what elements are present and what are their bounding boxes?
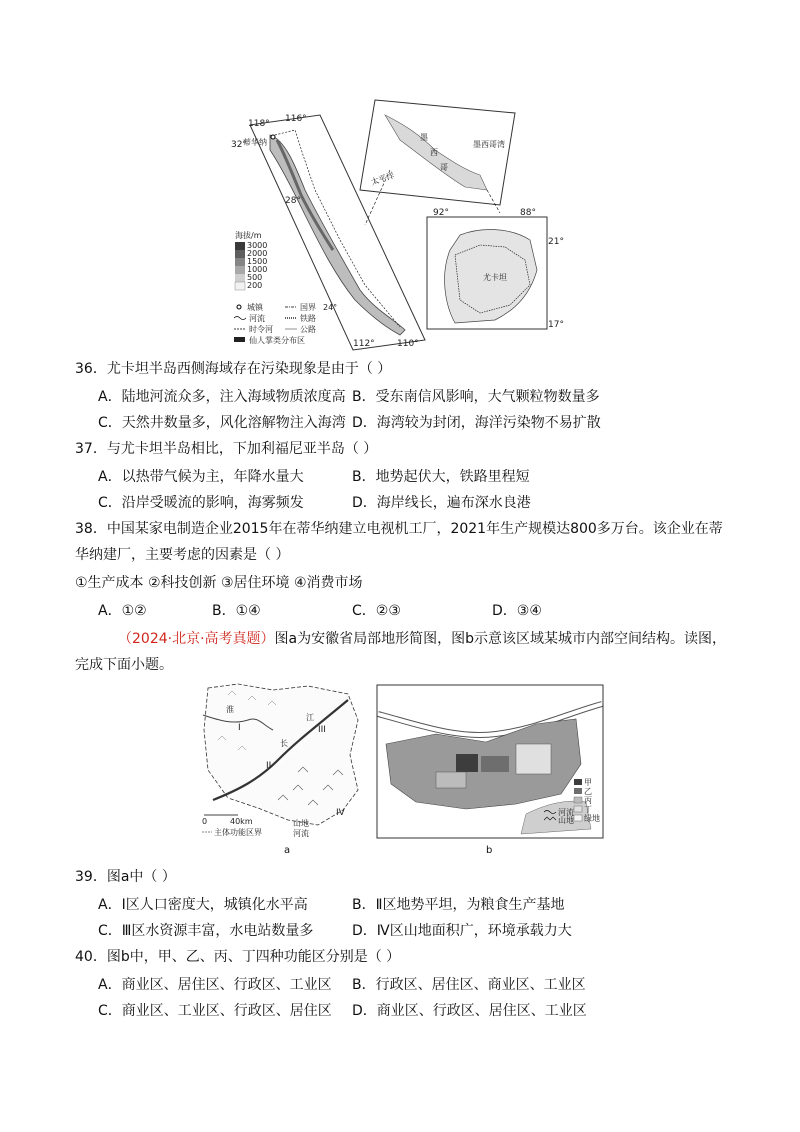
caption-a: a [284,845,291,856]
intro-text-line1: 图a为安徽省局部地形简图，图b示意该区域某城市内部空间结构。读图， [274,631,726,647]
legend-jia: 甲 [584,778,592,787]
lon-88-label: 88° [520,208,536,218]
legend-river: 河流 [249,314,265,323]
lat-21-label: 21° [548,237,564,247]
legend-yi: 乙 [584,787,592,796]
river-char-jiang: 江 [306,713,314,722]
elev-200: 200 [247,281,263,290]
lon-110-label: 110° [397,339,419,349]
legend-highway: 公路 [300,325,316,334]
legend-mountain: 山地 [293,819,309,828]
option-39-b[interactable]: B．Ⅱ区地势平坦，为粮食生产基地 [352,897,565,913]
legend-cactus: 仙人掌类分布区 [249,336,305,345]
elev-2000: 2000 [247,249,268,258]
option-38-a[interactable]: A．①② [98,603,147,619]
question-39 [75,868,176,886]
legend-border: 国界 [300,303,316,312]
question-number: 39． [75,869,107,885]
option-37-c[interactable]: C．沿岸受暖流的影响，海雾频发 [98,495,304,511]
question-stem: 图b中，甲、乙、丙、丁四种功能区分别是（ ） [106,949,401,965]
option-39-d[interactable]: D．Ⅳ区山地面积广，环境承载力大 [352,923,572,939]
tijuana-city-marker [271,135,275,139]
question-38-line2: 华纳建厂，主要考虑的因素是（ ） [75,547,290,563]
region-2-label: II [266,761,272,771]
zone-bing [436,772,466,788]
lat-28-label: 28° [285,196,301,206]
gulf-label: 墨西哥湾 [473,140,505,149]
option-36-a[interactable]: A．陆地河流众多，注入海域物质浓度高 [98,389,346,405]
elev-1000: 1000 [247,265,268,274]
zone-yi [481,756,509,772]
question-stem-line1: 中国某家电制造企业2015年在蒂华纳建立电视机工厂，2021年生产规模达800多万台。该企业在蒂 [106,521,723,537]
zone-ding [516,744,551,774]
question-stem: 与尤卡坦半岛相比，下加利福尼亚半岛（ ） [106,441,378,457]
lon-92-label: 92° [433,208,449,218]
country-char-2: 西 [430,148,438,157]
question-number: 36． [75,361,107,377]
ocean-label: 太平洋 [369,170,396,187]
elev-3000: 3000 [247,241,268,250]
question-36 [75,360,391,378]
option-40-c[interactable]: C．商业区、工业区、行政区、居住区 [98,1003,332,1019]
question-number: 40． [75,949,107,965]
legend-river-a: 河流 [293,829,309,838]
source-tag: （2024·北京·高考真题） [118,631,275,647]
option-40-b[interactable]: B．行政区、居住区、商业区、工业区 [352,977,586,993]
figure-a-anhui-map [198,680,370,840]
legend-ding: 丁 [584,805,592,814]
lon-112-label: 112° [353,339,375,349]
option-38-b[interactable]: B．①④ [212,603,261,619]
legend-river-b: 河流 [558,808,574,817]
option-37-b[interactable]: B．地势起伏大，铁路里程短 [352,469,530,485]
legend-city: 城镇 [247,303,263,312]
legend-seasonal-river: 时令河 [249,325,273,334]
region-1-label: I [238,723,241,733]
lon-118-label: 118° [248,119,270,129]
question-38 [75,520,723,538]
option-36-b[interactable]: B．受东南信风影响，大气颗粒物数量多 [352,389,600,405]
legend-lat-24: 24° [323,303,338,312]
option-39-c[interactable]: C．Ⅲ区水资源丰富，水电站数量多 [98,923,314,939]
figure-baja-yucatan-map [225,95,564,350]
option-37-d[interactable]: D．海岸线长，遍布深水良港 [352,495,531,511]
lat-17-label: 17° [548,320,564,330]
lat-32-label: 32° [231,140,247,150]
question-number: 37． [75,441,107,457]
region-4-label: IV [336,808,345,818]
scale-zero: 0 [202,817,208,826]
question-number: 38． [75,521,107,537]
intro-text-line2: 完成下面小题。 [75,657,173,673]
question-stem: 图a中（ ） [106,869,176,885]
question-38-factors: ①生产成本 ②科技创新 ③居住环境 ④消费市场 [75,575,363,591]
legend-mountain-b: 山地 [558,816,574,825]
country-char-3: 哥 [440,163,448,172]
intro-paragraph [118,630,726,648]
symbol-legend [234,302,337,345]
elev-500: 500 [247,273,263,282]
option-38-c[interactable]: C．②③ [352,603,401,619]
option-36-d[interactable]: D．海湾较为封闭，海洋污染物不易扩散 [352,415,601,431]
caption-b: b [486,845,493,856]
option-40-a[interactable]: A．商业区、居住区、行政区、工业区 [98,977,332,993]
lon-116-label: 116° [285,114,307,124]
river-char-chang: 长 [280,739,288,748]
legend-bing: 丙 [584,796,592,805]
option-40-d[interactable]: D．商业区、行政区、居住区、工业区 [352,1003,587,1019]
option-39-a[interactable]: A．Ⅰ区人口密度大，城镇化水平高 [98,897,308,913]
question-40 [75,948,400,966]
elevation-title: 海拔/m [235,231,262,240]
option-38-d[interactable]: D．③④ [492,603,542,619]
region-3-label: III [318,725,326,735]
river-char-huai: 淮 [226,705,234,714]
country-char-1: 墨 [420,133,428,142]
legend-green: 绿地 [584,814,600,823]
elev-1500: 1500 [247,257,268,266]
elevation-legend [235,241,267,290]
yucatan-label: 尤卡坦 [483,273,507,282]
option-37-a[interactable]: A．以热带气候为主，年降水量大 [98,469,304,485]
question-37 [75,440,377,458]
figure-b-city-structure [376,684,604,839]
tijuana-label: 蒂华纳 [243,138,267,147]
option-36-c[interactable]: C．天然井数量多，风化溶解物注入海湾 [98,415,346,431]
scale-40km: 40km [230,817,253,826]
legend-railway: 铁路 [300,314,316,323]
legend-boundary: 主体功能区界 [214,828,262,837]
question-stem: 尤卡坦半岛西侧海域存在污染现象是由于（ ） [106,361,392,377]
zone-jia [456,754,478,772]
